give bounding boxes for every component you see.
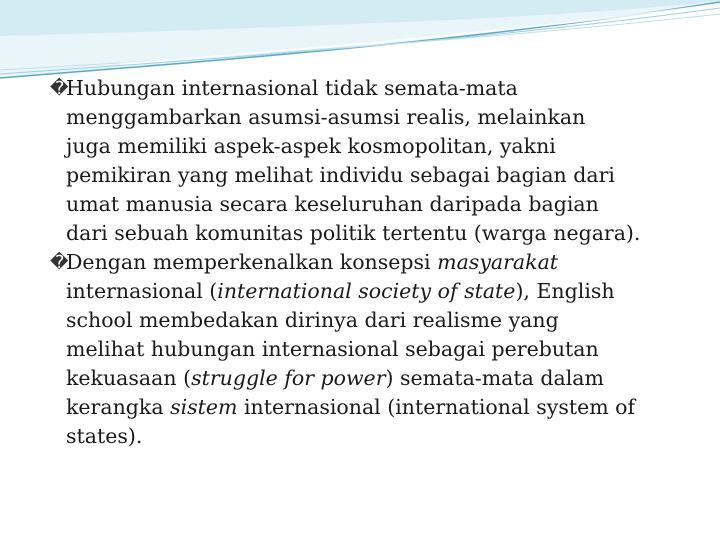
text-line [66, 335, 700, 364]
text-segment: school membedakan dirinya dari realisme yang [66, 308, 559, 332]
bullet-marker-icon: � [50, 78, 69, 99]
slide-content [50, 74, 700, 451]
text-segment: juga memiliki aspek-aspek kosmopolitan, yakni [66, 134, 556, 158]
text-segment: ), English [515, 279, 615, 303]
text-line [66, 393, 700, 422]
text-segment: menggambarkan asumsi-asumsi realis, melainkan [66, 105, 586, 129]
text-line [66, 364, 700, 393]
text-line [66, 248, 700, 277]
italic-term: struggle for power [191, 366, 386, 390]
bullet-text [66, 248, 700, 451]
text-line [66, 306, 700, 335]
text-segment: ) semata-mata dalam [385, 366, 604, 390]
text-segment: kekuasaan ( [66, 366, 192, 390]
bullet-text [66, 74, 700, 248]
text-line [66, 190, 700, 219]
italic-term: sistem [170, 395, 238, 419]
text-segment: melihat hubungan internasional sebagai perebutan [66, 337, 599, 361]
text-line [66, 103, 700, 132]
italic-term: masyarakat [437, 250, 559, 274]
wave-graphic [0, 0, 720, 80]
text-segment: internasional ( [66, 279, 218, 303]
italic-term: international society of state [217, 279, 516, 303]
text-segment: Hubungan internasional tidak semata-mata [66, 76, 518, 100]
bullet-paragraph-1 [50, 74, 700, 248]
text-segment: umat manusia secara keseluruhan daripada bagian [66, 192, 599, 216]
header-wave-decoration [0, 0, 720, 80]
text-line [66, 219, 700, 248]
text-line [66, 161, 700, 190]
text-line [66, 132, 700, 161]
text-line [66, 74, 700, 103]
text-segment: kerangka [66, 395, 171, 419]
text-segment: Dengan memperkenalkan konsepsi [66, 250, 438, 274]
bullet-marker-icon: � [50, 252, 69, 273]
text-segment: internasional (international system of [237, 395, 636, 419]
text-segment: pemikiran yang melihat individu sebagai bagian dari [66, 163, 615, 187]
text-line [66, 422, 700, 451]
text-segment: states). [66, 424, 143, 448]
text-segment: dari sebuah komunitas politik tertentu (warga negara). [66, 221, 641, 245]
text-line [66, 277, 700, 306]
bullet-paragraph-2 [50, 248, 700, 451]
